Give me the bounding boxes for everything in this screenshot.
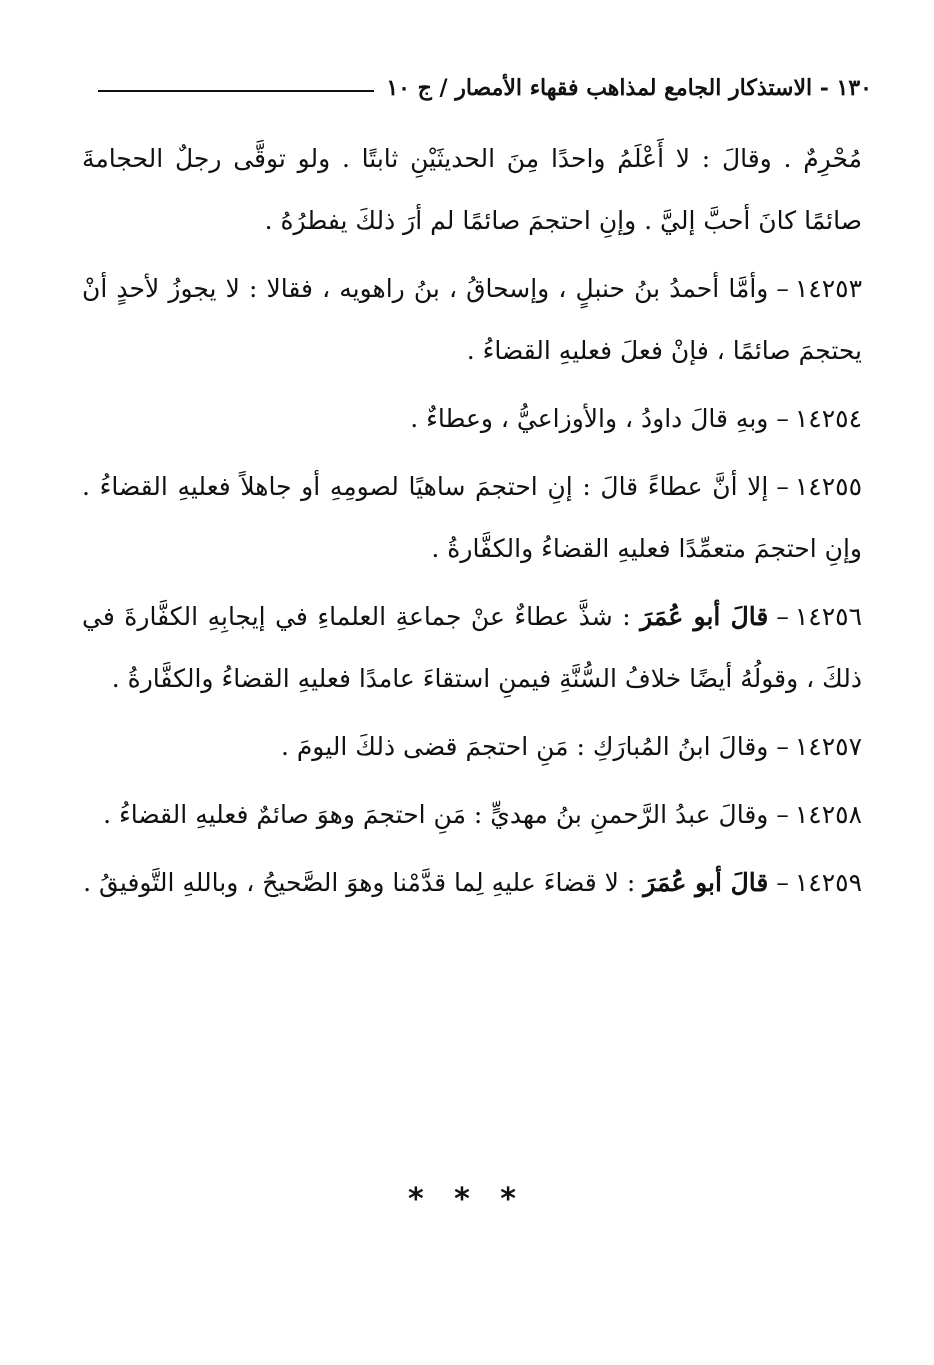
header-rule bbox=[98, 90, 374, 92]
paragraph-number: ١٤٢٥٦ bbox=[794, 602, 862, 631]
paragraph-dash: – bbox=[776, 472, 789, 501]
paragraph-14254 bbox=[82, 388, 862, 450]
paragraph-14257 bbox=[82, 716, 862, 778]
paragraph-14258 bbox=[82, 784, 862, 846]
paragraph-14256 bbox=[82, 586, 862, 710]
paragraph-14253 bbox=[82, 258, 862, 382]
paragraph-text: وأمَّا أحمدُ بنُ حنبلٍ ، وإسحاقُ ، بنُ راهويه ، فقالا : لا يجوزُ لأحدٍ أنْ يحتجمَ صائمًا ، فإنْ فعلَ فعليهِ القضاءُ . bbox=[82, 274, 862, 365]
paragraph-number: ١٤٢٥٣ bbox=[794, 274, 862, 303]
paragraph-14259 bbox=[82, 852, 862, 914]
paragraph-text: مُحْرِمٌ . وقالَ : لا أَعْلَمُ واحدًا مِنَ الحديثَيْنِ ثابتًا . ولو توقَّى رجلٌ الحجامةَ صائمًا كانَ أحبَّ إليَّ . وإنِ احتجمَ صائمًا لم أرَ ذلكَ يفطرُهُ . bbox=[82, 144, 862, 235]
paragraph-number: ١٤٢٥٧ bbox=[794, 732, 862, 761]
paragraph-text: وبهِ قالَ داودُ ، والأوزاعيُّ ، وعطاءٌ . bbox=[410, 404, 769, 433]
paragraph-text: : لا قضاءَ عليهِ لِما قدَّمْنا وهوَ الصَّحيحُ ، وباللهِ التَّوفيقُ . bbox=[83, 868, 636, 897]
paragraph-dash: – bbox=[776, 732, 789, 761]
paragraph-text: : شذَّ عطاءٌ عنْ جماعةِ العلماءِ في إيجابِهِ الكفَّارةَ في ذلكَ ، وقولُهُ أيضًا خلافُ السُّنَّةِ فيمنِ استقاءَ عامدًا فعليهِ القضاءُ والكفَّارةُ . bbox=[82, 602, 862, 693]
paragraph-14255 bbox=[82, 456, 862, 580]
paragraph-text: وقالَ ابنُ المُبارَكِ : مَنِ احتجمَ قضى ذلكَ اليومَ . bbox=[280, 732, 769, 761]
section-end-ornament: * * * bbox=[408, 1182, 526, 1217]
paragraph-speaker: قالَ أبو عُمَرَ bbox=[640, 602, 769, 631]
paragraph-dash: – bbox=[776, 602, 789, 631]
paragraph-text: وقالَ عبدُ الرَّحمنِ بنُ مهديٍّ : مَنِ احتجمَ وهوَ صائمٌ فعليهِ القضاءُ . bbox=[103, 800, 769, 829]
paragraph-dash: – bbox=[776, 868, 789, 897]
paragraph-number: ١٤٢٥٤ bbox=[794, 404, 862, 433]
paragraph-number: ١٤٢٥٥ bbox=[794, 472, 862, 501]
running-header bbox=[98, 68, 872, 108]
paragraph-text: إلا أنَّ عطاءً قالَ : إنِ احتجمَ ساهيًا لصومِهِ أو جاهلاً فعليهِ القضاءُ . وإنِ احتجمَ متعمِّدًا فعليهِ القضاءُ والكفَّارةُ . bbox=[82, 472, 862, 563]
paragraph-dash: – bbox=[776, 404, 789, 433]
main-text bbox=[82, 128, 862, 920]
header-title: ١٣٠ - الاستذكار الجامع لمذاهب فقهاء الأمصار / ج ١٠ bbox=[386, 75, 872, 101]
paragraph-number: ١٤٢٥٨ bbox=[794, 800, 862, 829]
paragraph-speaker: قالَ أبو عُمَرَ bbox=[643, 868, 769, 897]
paragraph-dash: – bbox=[776, 800, 789, 829]
paragraph-continuation bbox=[82, 128, 862, 252]
paragraph-number: ١٤٢٥٩ bbox=[794, 868, 862, 897]
paragraph-dash: – bbox=[776, 274, 789, 303]
